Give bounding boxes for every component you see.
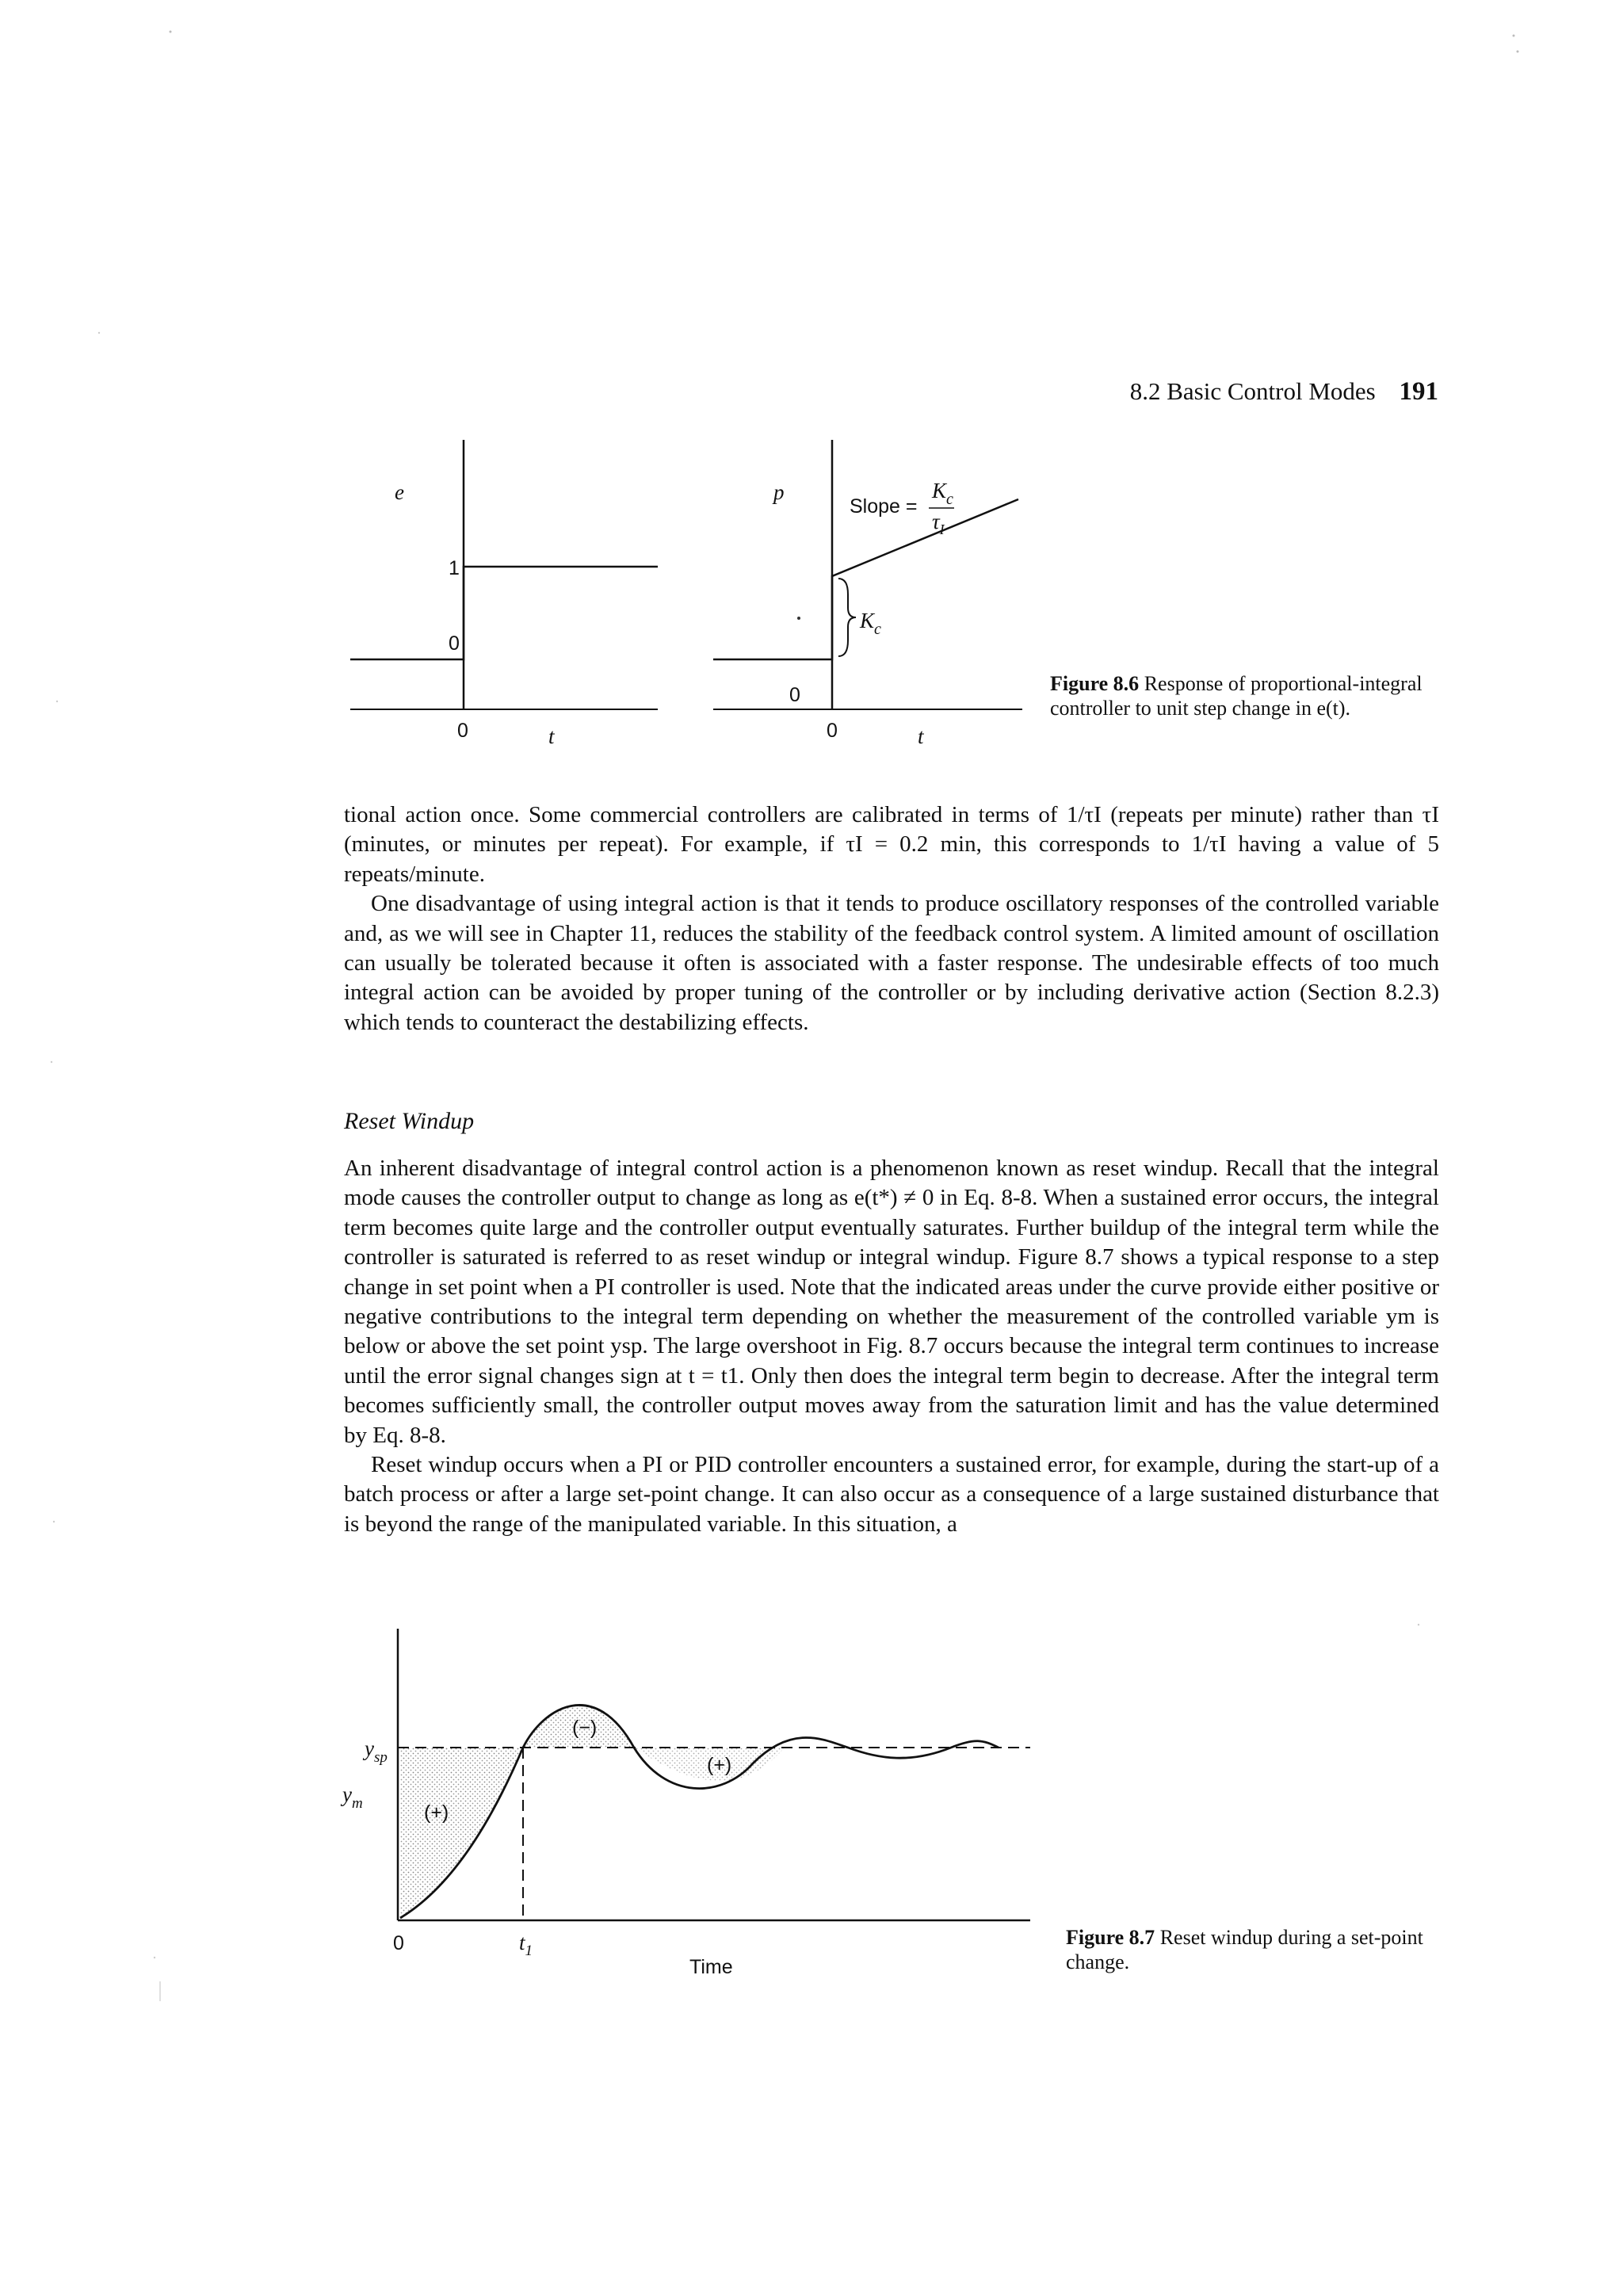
header-section-title: 8.2 Basic Control Modes	[1129, 377, 1376, 405]
caption-text: Response of proportional-integral controller to unit step change in e(t).	[1050, 672, 1423, 720]
slope-denominator: $\tau_I$	[932, 510, 945, 537]
section-heading: Reset Windup	[344, 1108, 475, 1134]
figure-8-6-right-panel	[697, 440, 1046, 748]
x-origin-label: 0	[457, 720, 468, 742]
caption-text: Reset windup during a set-point change.	[1066, 1926, 1423, 1973]
t1-label: $t_1$	[519, 1931, 533, 1959]
paragraph: An inherent disadvantage of integral control action is a phenomenon known as reset windup. Recall that the integral mode causes the controller output to change as long as e(t*) ≠ 0 in Eq. 8-8. When a sustained error occurs, the integral term becomes quite large and the controller output eventually saturates. Further buildup of the integral term while the controller is saturated is referred to as reset windup or integral windup. Figure 8.7 shows a typical response to a step change in set point when a PI controller is used. Note that the indicated areas under the curve provide either positive or negative contributions to the integral term depending on whether the measurement of the controlled variable ym is below or above the set point ysp. The large overshoot in Fig. 8.7 occurs because the integral term continues to increase until the error signal changes sign at t = t1. Only then does the integral term begin to decrease. After the integral term becomes sufficiently small, the controller output moves away from the saturation limit and has the value determined by Eq. 8-8.	[344, 1156, 1439, 1448]
body-text-block-1	[344, 800, 1439, 1037]
ym-label: $y_m$	[342, 1782, 363, 1812]
tick-0-label: 0	[449, 632, 460, 655]
time-axis-label: Time	[689, 1956, 733, 1978]
page-number: 191	[1399, 377, 1438, 406]
e-axis-label: e	[395, 480, 404, 504]
x-origin-label: 0	[393, 1932, 404, 1954]
figure-label: Figure 8.6	[1050, 672, 1140, 695]
slope-numerator: $K_c$	[932, 479, 953, 508]
x-origin-label: 0	[827, 720, 838, 742]
p-axis-label: p	[773, 480, 785, 504]
figure-8-7-caption	[1066, 1926, 1446, 1974]
negative-area-label: (−)	[572, 1717, 598, 1739]
t-axis-label: t	[918, 724, 924, 748]
figure-label: Figure 8.7	[1066, 1926, 1155, 1949]
tick-1-label: 1	[449, 557, 460, 579]
paragraph: One disadvantage of using integral action is that it tends to produce oscillatory responses of the controlled variable and, as we will see in Chapter 11, reduces the stability of the feedback control system. A limited amount of oscillation can usually be tolerated because it often is associated with a faster response. The undesirable effects of too much integral action can be avoided by proper tuning of the controller or by including derivative action (Section 8.2.3) which tends to counteract the destabilizing effects.	[344, 891, 1439, 1035]
positive-area-label-1: (+)	[424, 1801, 449, 1824]
body-text-block-2	[344, 1154, 1439, 1539]
figure-8-6-left-panel	[341, 440, 674, 748]
t-axis-label: t	[548, 724, 555, 748]
ysp-label: $y_{sp}$	[365, 1736, 388, 1766]
paragraph: tional action once. Some commercial controllers are calibrated in terms of 1/τI (repeats per minute) rather than τI (minutes, or minutes per repeat). For example, if τI = 0.2 min, this corresponds to 1/τI having a value of 5 repeats/minute.	[344, 802, 1439, 887]
y-origin-label: 0	[789, 684, 800, 706]
kc-jump-label: $K_c$	[860, 609, 881, 638]
paragraph: Reset windup occurs when a PI or PID controller encounters a sustained error, for example, during the start-up of a batch process or after a large set-point change. It can also occur as a consequence of a large sustained disturbance that is beyond the range of the manipulated variable. In this situation, a	[344, 1452, 1439, 1537]
slope-label: Slope =	[850, 495, 918, 518]
positive-area-label-2: (+)	[707, 1754, 732, 1776]
figure-8-7-chart	[341, 1629, 1054, 1977]
figure-8-6-caption	[1050, 672, 1438, 720]
running-header	[1113, 377, 1438, 407]
